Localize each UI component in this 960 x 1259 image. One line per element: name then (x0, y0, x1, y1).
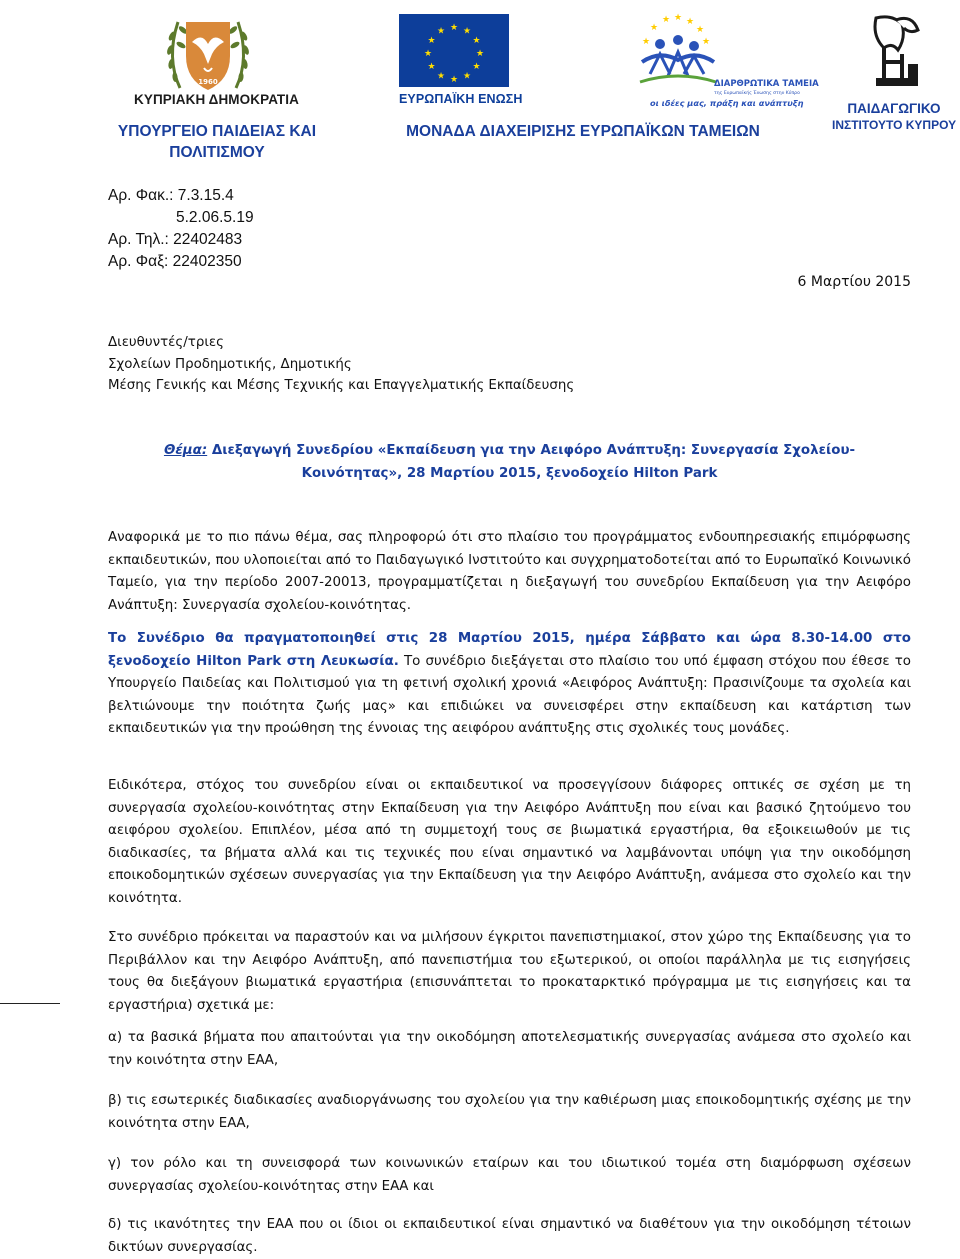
funds-line1: ΔΙΑΡΘΡΩΤΙΚΑ ΤΑΜΕΙΑ (714, 79, 819, 89)
list-item-b: β) τις εσωτερικές διαδικασίες αναδιοργάνωσης του σχολείου για την καθιέρωση μιας εποικοδομητικής σχέσης με την κοινότητα στην ΕΑΑ, (108, 1093, 911, 1131)
svg-text:★: ★ (436, 71, 446, 82)
svg-text:★: ★ (649, 23, 659, 33)
paragraph-intro: Αναφορικά με το πιο πάνω θέμα, σας πληροφορώ ότι στο πλαίσιο του προγράμματος ενδουπηρεσιακής επιμόρφωσης εκπαιδευτικών, που υλοποιείται από το Παιδαγωγικό Ινστιτούτο και συγχρηματοδοτείται από το Ευρωπαϊκό Κοινωνικό Ταμείο, για την περίοδο 2007-20013, προγραμματίζεται η διεξαγωγή του συνεδρίου Εκπαίδευση για την Αειφόρο Ανάπτυξη: Συνεργασία σχολείου-κοινότητας. (108, 530, 911, 613)
svg-text:★: ★ (472, 62, 481, 72)
file-number-secondary: 5.2.06.5.19 (176, 209, 254, 226)
cyprus-year: 1960 (198, 78, 218, 86)
svg-text:★: ★ (423, 49, 433, 59)
svg-text:★: ★ (427, 62, 436, 72)
svg-text:★: ★ (673, 13, 683, 23)
svg-text:★: ★ (475, 49, 485, 59)
svg-text:★: ★ (449, 23, 459, 33)
list-item-c: γ) τον ρόλο και τη συνεισφορά των κοινωνικών εταίρων και του ιδιωτικού τομέα στη διαμόρφωση σχέσεων συνεργασίας σχολείου-κοινότητας στην ΕΑΑ και (108, 1156, 911, 1194)
svg-text:★: ★ (449, 75, 459, 85)
svg-text:★: ★ (695, 25, 705, 35)
recipient-line: Διευθυντές/τριες (108, 335, 224, 350)
svg-text:★: ★ (661, 15, 671, 25)
svg-text:★: ★ (462, 26, 472, 37)
subject-text-2: Κοινότητας», 28 Μαρτίου 2015, ξενοδοχείο Hilton Park (301, 465, 718, 481)
paragraph-conference-details (108, 628, 911, 741)
conference-details-text: Το συνέδριο διεξάγεται στο πλαίσιο του υπό έμφαση στόχου που έθεσε το Υπουργείο Παιδείας και Πολιτισμού για τη φετινή σχολική χρονιά «Αειφόρος Ανάπτυξη: Πρασινίζουμε τα σχολεία και βελτιώνουμε την ποιότητα ζωής μας» και επιδιώκει να συνεισφέρει στην εκπαίδευση και κατάρτιση των εκπαιδευτικών για την προώθηση της έννοιας της αειφόρου ανάπτυξης στις σχολικές τους μονάδες. (108, 653, 911, 736)
svg-text:★: ★ (701, 37, 711, 47)
unit-name: ΜΟΝΑΔΑ ΔΙΑΧΕΙΡΙΣΗΣ ΕΥΡΩΠΑΪΚΩΝ ΤΑΜΕΙΩΝ (406, 123, 760, 140)
fax-number: Αρ. Φαξ: 22402350 (108, 253, 242, 270)
phone-number: Αρ. Τηλ.: 22402483 (108, 231, 243, 248)
institute-line2: ΙΝΣΤΙΤΟΥΤΟ ΚΥΠΡΟΥ (832, 118, 957, 132)
eu-flag-logo (399, 14, 509, 87)
file-number: Αρ. Φακ.: 7.3.15.4 (108, 187, 234, 204)
recipients-block (108, 332, 708, 397)
svg-text:★: ★ (427, 36, 436, 46)
letter-date: 6 Μαρτίου 2015 (797, 274, 911, 290)
pedagogical-institute-logo (862, 8, 928, 90)
svg-text:★: ★ (641, 37, 651, 47)
svg-text:★: ★ (436, 26, 446, 37)
subject-block (108, 440, 911, 485)
paragraph-goals: Ειδικότερα, στόχος του συνεδρίου είναι οι εκπαιδευτικοί να προσεγγίσουν διάφορες οπτικές σε σχέση με τη συνεργασία σχολείου-κοινότητας στην Εκπαίδευση για την Αειφόρο Ανάπτυξη που είναι και βασικό ζητούμενο του αειφόρου σχολείου. Επιπλέον, μέσα από τη συμμετοχή τους σε βιωματικά εργαστήρια, θα εξοικειωθούν με τις διαδικασίες, τα βήματα αλλά και τις τεχνικές που είναι σημαντικό να λαμβάνονται υπόψη για την οικοδόμηση εποικοδομητικών σχέσεων συνεργασίας για την Εκπαίδευση για την Αειφόρο Ανάπτυξη, ανάμεσα στο σχολείο και την κοινότητα. (108, 778, 911, 906)
subject-line-1 (108, 440, 911, 463)
list-item-a: α) τα βασικά βήματα που απαιτούνται για την οικοδόμηση αποτελεσματικής συνεργασίας ανάμεσα στο σχολείο και την κοινότητα στην ΕΑΑ, (108, 1030, 911, 1068)
svg-text:★: ★ (472, 36, 481, 46)
margin-rule (0, 1003, 60, 1004)
cyprus-coat-of-arms-logo (158, 8, 258, 96)
conference-details-bold: Το Συνέδριο θα πραγματοποιηθεί στις 28 Μαρτίου 2015, ημέρα Σάββατο και ώρα 8.30-14.00 στο ξενοδοχείο Hilton Park στη Λευκωσία. (108, 631, 911, 669)
funds-line2: της Ευρωπαϊκής Ένωσης στην Κύπρο (714, 91, 800, 96)
cyprus-caption: ΚΥΠΡΙΑΚΗ ΔΗΜΟΚΡΑΤΙΑ (134, 92, 299, 107)
institute-line1: ΠΑΙΔΑΓΩΓΙΚΟ (847, 101, 941, 116)
list-item-d: δ) τις ικανότητες την ΕΑΑ που οι ίδιοι οι εκπαιδευτικοί είναι σημαντικό να διαθέτουν για την οικοδόμηση τέτοιων δικτύων συνεργασίας. (108, 1217, 911, 1255)
ministry-name: ΥΠΟΥΡΓΕΙΟ ΠΑΙΔΕΙΑΣ ΚΑΙ ΠΟΛΙΤΙΣΜΟΥ (117, 123, 317, 161)
subject-text-1: Διεξαγωγή Συνεδρίου «Εκπαίδευση για την Αειφόρο Ανάπτυξη: Συνεργασία Σχολείου- (211, 443, 856, 458)
structural-funds-logo (620, 10, 819, 110)
recipient-line: Μέσης Γενικής και Μέσης Τεχνικής και Επαγγελματικής Εκπαίδευσης (108, 378, 575, 393)
svg-text:★: ★ (685, 17, 695, 27)
recipient-line: Σχολείων Προδημοτικής, Δημοτικής (108, 356, 352, 372)
subject-label: Θέμα: (163, 443, 208, 458)
paragraph-speakers: Στο συνέδριο πρόκειται να παραστούν και να μιλήσουν έγκριτοι πανεπιστημιακοί, στον χώρο της Εκπαίδευσης για το Περιβάλλον και την Αειφόρο Ανάπτυξη, από πανεπιστήμια του εξωτερικού, οι οποίοι παράλληλα με τις εισηγήσεις τους θα διεξάγουν βιωματικά εργαστήρια (επισυνάπτεται το προκαταρκτικό πρόγραμμα με τις εισηγήσεις και τα εργαστήρια) σχετικά με: (108, 930, 911, 1013)
eu-caption: ΕΥΡΩΠΑΪΚΗ ΕΝΩΣΗ (399, 92, 523, 106)
funds-slogan: οι ιδέες μας, πράξη και ανάπτυξη (650, 98, 804, 108)
svg-text:★: ★ (462, 71, 472, 82)
